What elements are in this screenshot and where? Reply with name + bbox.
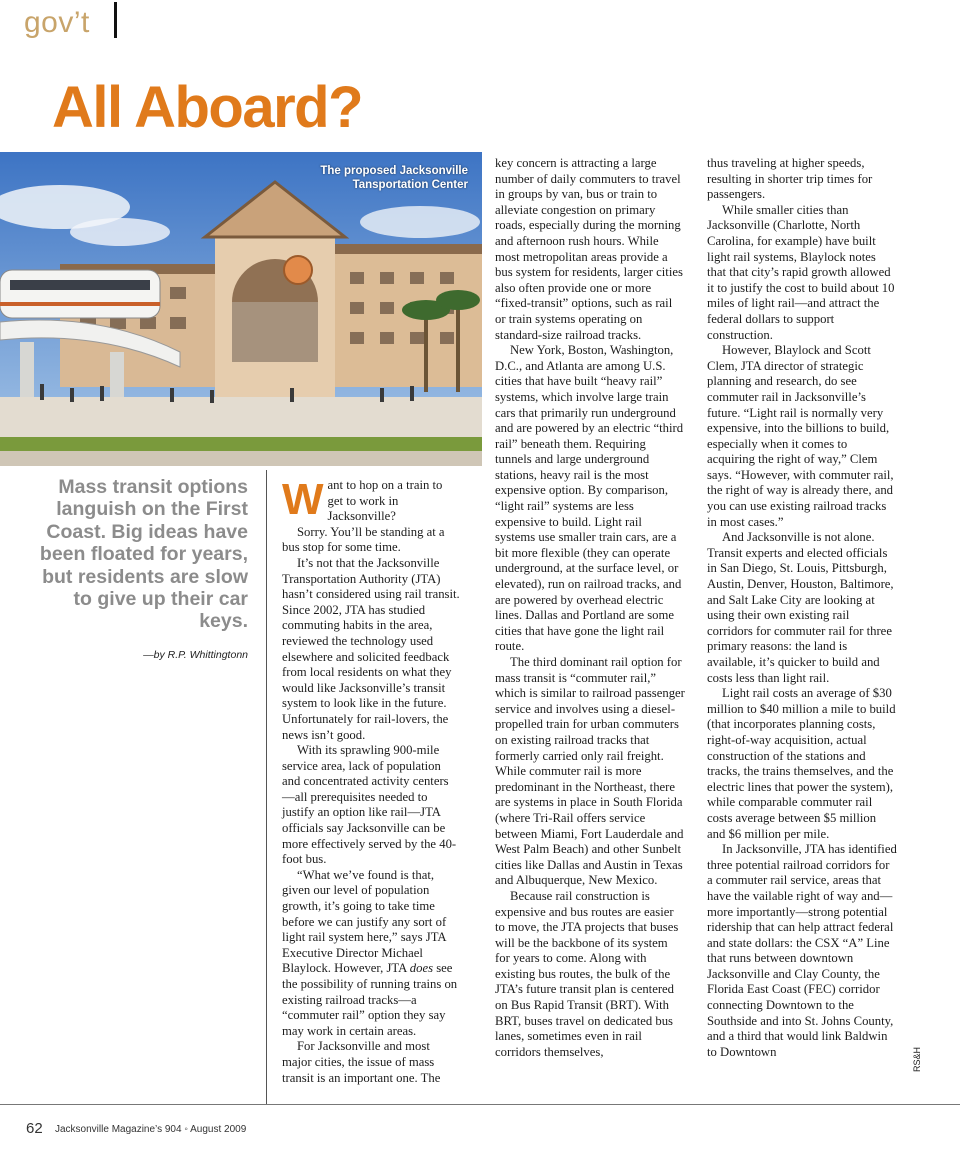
paragraph: And Jacksonville is not alone. Transit experts and elected officials in San Diego, St. Louis, Pittsburgh, Austin, Denver, Houston, Baltimore, and Salt Lake City are looking at using their own existing rail corridors for commuter rail for three primary reasons: the land is available, it’s quicker to build and costs less than light rail.	[707, 530, 894, 685]
quote-text: “What we’ve found is that, given our level of population growth, it’s going to take time before we can justify any sort of light rail system here,” says JTA Executive Director Michael Blaylock. However, JTA	[282, 867, 447, 976]
section-divider	[114, 2, 117, 38]
section-tag: gov’t	[24, 6, 90, 39]
paragraph: While smaller cities than Jacksonville (Charlotte, North Carolina, for example) have built light rail systems, Blaylock notes that that city’s rapid growth allowed it to justify the cost to build about 10 miles of light rail—and attract the federal dollars to support construction.	[707, 202, 895, 342]
photo-caption-line-1: The proposed Jacksonville	[320, 165, 468, 177]
paragraph: The third dominant rail option for mass transit is “commuter rail,” which is similar to railroad passenger service and involves using a diesel-propelled train for urban commuters on existing railroad tracks that formerly carried only rail freight. While commuter rail is more predominant in the Northeast, there are systems in place in South Florida (where Tri-Rail offers service between Miami, Fort Lauderdale and West Palm Beach) and other Sunbelt cities like Dallas and Austin in Texas and Albuquerque, New Mexico.	[495, 655, 685, 888]
paragraph: key concern is attracting a large number of daily commuters to travel in groups by van, bus or train to alleviate congestion on primary roads, especially during the morning and afternoon rush hours. While most metropolitan areas provide a bus system for residents, larger cities also often provide one or more “fixed-transit” options, such as rail or train systems operating on standard-size railroad tracks.	[495, 156, 683, 342]
paragraph: Light rail costs an average of $30 million to $40 million a mile to build (that incorporates planning costs, right-of-way acquisition, actual construction of the stations and tracks, the trains themselves, and the electric lines that power the system), while comparable commuter rail costs average between $5 million and $6 million per mile.	[707, 686, 896, 841]
quote-text-cont: see the possibility of running trains on existing railroad tracks—a “commuter rail” option they say may work in certain areas.	[282, 961, 458, 1038]
publication-info: Jacksonville Magazine’s 904 ◦ August 2009	[55, 1124, 247, 1135]
paragraph: With its sprawling 900-mile service area, lack of population and concentrated activity centers—all prerequisites needed to justify an option like rail—JTA officials say Jacksonville can be more effectively served by the 40-foot bus.	[282, 743, 457, 867]
paragraph	[282, 868, 460, 1040]
article-column-3	[707, 156, 897, 1060]
article-column-2	[495, 156, 685, 1060]
lead-paragraph	[282, 475, 460, 525]
photo-credit: RS&H	[912, 1046, 922, 1072]
footer-rule	[0, 1104, 960, 1105]
headline: All Aboard?	[52, 75, 363, 140]
paragraph: Sorry. You’ll be standing at a bus stop for some time.	[282, 524, 445, 555]
paragraph: It’s not that the Jacksonville Transportation Authority (JTA) hasn’t considered using rail transit. Since 2002, JTA has studied commuting habits in the area, reviewed the technology used elsewhere and solicited feedback from local residents on what they would like Jacksonville’s transit system to look like in the future. Unfortunately for rail-lovers, the news isn’t good.	[282, 555, 460, 742]
page-number: 62	[26, 1120, 43, 1137]
column-divider	[266, 470, 267, 1104]
paragraph: However, Blaylock and Scott Clem, JTA director of strategic planning and research, do see commuter rail in Jacksonville’s future. “Light rail is normally very expensive, into the billions to build, especially when it comes to acquiring the right of way,” Clem says. “However, with commuter rail, the right of way is already there, and you can use existing railroad tracks in most cases.”	[707, 343, 894, 529]
paragraph: For Jacksonville and most major cities, the issue of mass transit is an important one. The	[282, 1039, 441, 1085]
paragraph: Because rail construction is expensive and bus routes are easier to move, the JTA projects that buses will be the backbone of its system for years to come. Along with existing bus routes, the bulk of the JTA’s future transit plan is centered on Bus Rapid Transit (BRT). With BRT, buses travel on dedicated bus lanes, sometimes even in rail corridors themselves,	[495, 888, 679, 1059]
hero-image	[0, 152, 482, 466]
article-column-1	[282, 475, 460, 1086]
paragraph: New York, Boston, Washington, D.C., and Atlanta are among U.S. cities that have built “heavy rail” systems, which involve large train cars that primarily run underground and are powered by an electric “third rail” beneath them. Requiring tunnels and large underground stations, heavy rail is the most expensive option. By comparison, “light rail” systems are less expensive to build. Light rail systems use smaller train cars, are a bit more flexible (they can operate underground, at the surface level, or elevated), run on railroad tracks, and are powered by overhead electric lines. Dallas and Portland are some cities that have gone the light rail route.	[495, 343, 684, 654]
photo-caption	[268, 164, 468, 192]
byline: —by R.P. Whittingtonn	[143, 649, 248, 661]
emphasis: does	[409, 961, 434, 976]
photo-caption-line-2: Tansportation Center	[352, 179, 468, 191]
transportation-center-illustration	[0, 152, 482, 466]
lead-text: ant to hop on a train to get to work in Jacksonville?	[327, 478, 443, 524]
paragraph: In Jacksonville, JTA has identified three potential railroad corridors for a commuter rail service, areas that have the vailable right of way and—more importantly—strong potential ridership that can help attract federal and state dollars: the CSX “A” Line that runs between downtown Jacksonville and Clay County, the Florida East Coast (FEC) corridor connecting Downtown to the Southside and into St. Johns County, and a third that would link Baldwin to Downtown	[707, 842, 897, 1059]
paragraph: thus traveling at higher speeds, resulting in shorter trip times for passengers.	[707, 156, 873, 202]
drop-cap: W	[282, 475, 324, 524]
deck-subheadline: Mass transit options languish on the First Coast. Big ideas have been floated for years, but residents are slow to give up their car keys.	[39, 476, 248, 633]
